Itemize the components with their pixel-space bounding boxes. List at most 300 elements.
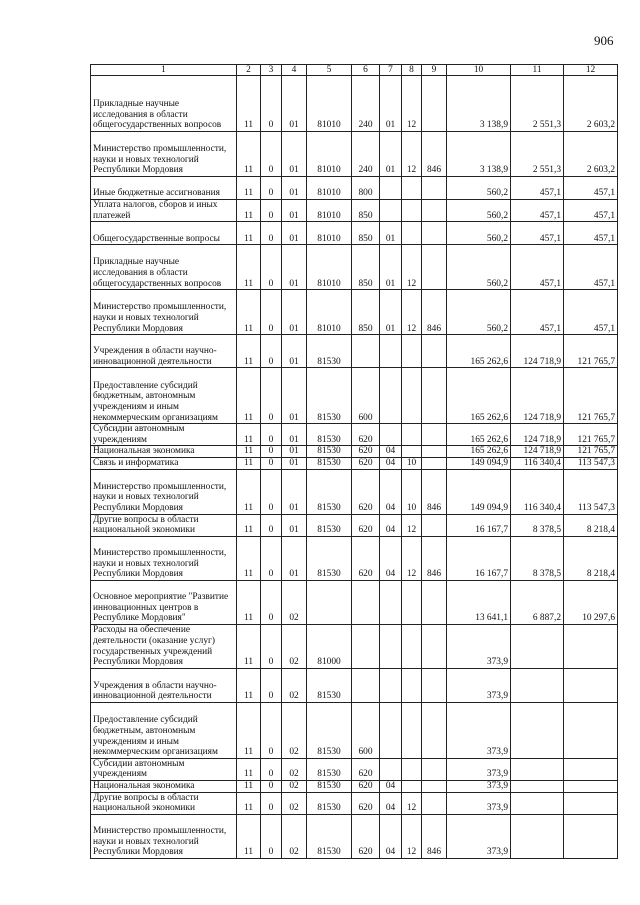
cell-c11: 124 718,9	[511, 424, 564, 446]
table-row	[91, 368, 618, 424]
cell-c4: 01	[282, 457, 307, 469]
cell-c8: 12	[402, 514, 422, 536]
cell-c7: 04	[380, 792, 402, 814]
cell-c9	[422, 76, 447, 132]
cell-c6: 800	[352, 177, 380, 200]
cell-c8	[402, 335, 422, 368]
cell-c2: 11	[237, 290, 261, 335]
column-header: 9	[422, 65, 447, 76]
cell-c6: 620	[352, 814, 380, 858]
cell-c8	[402, 702, 422, 758]
cell-c2: 11	[237, 368, 261, 424]
cell-c12	[564, 624, 618, 668]
cell-c12: 121 765,7	[564, 335, 618, 368]
cell-c6: 620	[352, 424, 380, 446]
cell-c2: 11	[237, 536, 261, 580]
table-row	[91, 814, 618, 858]
cell-c3: 0	[261, 702, 282, 758]
cell-c9	[422, 792, 447, 814]
cell-c10: 16 167,7	[447, 536, 511, 580]
cell-c11	[511, 814, 564, 858]
cell-c7: 04	[380, 780, 402, 792]
cell-c8	[402, 758, 422, 780]
cell-c10: 3 138,9	[447, 132, 511, 177]
cell-c6: 620	[352, 446, 380, 458]
cell-c3: 0	[261, 514, 282, 536]
cell-c6: 620	[352, 457, 380, 469]
cell-c7	[380, 624, 402, 668]
cell-c6: 600	[352, 702, 380, 758]
cell-c4: 01	[282, 76, 307, 132]
cell-c5: 81530	[307, 792, 352, 814]
row-label: Субсидии автономным учреждениям	[91, 758, 237, 780]
cell-c7: 01	[380, 76, 402, 132]
cell-c3: 0	[261, 132, 282, 177]
cell-c10: 560,2	[447, 222, 511, 245]
table-row	[91, 758, 618, 780]
cell-c5: 81010	[307, 245, 352, 290]
cell-c4: 02	[282, 624, 307, 668]
cell-c7: 01	[380, 132, 402, 177]
cell-c6: 620	[352, 469, 380, 514]
cell-c11	[511, 624, 564, 668]
cell-c8	[402, 446, 422, 458]
column-header: 4	[282, 65, 307, 76]
cell-c6	[352, 335, 380, 368]
cell-c4: 01	[282, 290, 307, 335]
cell-c3: 0	[261, 290, 282, 335]
cell-c3: 0	[261, 222, 282, 245]
row-label: Иные бюджетные ассигнования	[91, 177, 237, 200]
table-row	[91, 780, 618, 792]
row-label: Прикладные научные исследования в области общегосударственных вопросов	[91, 76, 237, 132]
cell-c4: 02	[282, 780, 307, 792]
cell-c8: 10	[402, 469, 422, 514]
cell-c5: 81010	[307, 76, 352, 132]
row-label: Национальная экономика	[91, 446, 237, 458]
cell-c8: 12	[402, 792, 422, 814]
cell-c2: 11	[237, 132, 261, 177]
row-label: Предоставление субсидий бюджетным, автономным учреждениям и иным некоммерческим организациям	[91, 368, 237, 424]
table-row	[91, 792, 618, 814]
cell-c12: 457,1	[564, 245, 618, 290]
cell-c9	[422, 446, 447, 458]
row-label: Учреждения в области научно-инновационной деятельности	[91, 335, 237, 368]
header-row	[91, 65, 618, 76]
cell-c3: 0	[261, 335, 282, 368]
cell-c6: 240	[352, 132, 380, 177]
cell-c2: 11	[237, 780, 261, 792]
cell-c12: 457,1	[564, 200, 618, 222]
cell-c3: 0	[261, 424, 282, 446]
row-label: Общегосударственные вопросы	[91, 222, 237, 245]
cell-c7	[380, 177, 402, 200]
cell-c4: 01	[282, 514, 307, 536]
cell-c5	[307, 580, 352, 624]
cell-c9	[422, 245, 447, 290]
cell-c12: 121 765,7	[564, 446, 618, 458]
cell-c3: 0	[261, 668, 282, 702]
cell-c4: 01	[282, 245, 307, 290]
column-header: 10	[447, 65, 511, 76]
cell-c4: 02	[282, 668, 307, 702]
cell-c7: 04	[380, 446, 402, 458]
column-header: 8	[402, 65, 422, 76]
table-row	[91, 446, 618, 458]
cell-c9	[422, 200, 447, 222]
row-label: Другие вопросы в области национальной экономики	[91, 514, 237, 536]
cell-c3: 0	[261, 780, 282, 792]
cell-c12: 8 218,4	[564, 514, 618, 536]
cell-c10: 165 262,6	[447, 424, 511, 446]
cell-c9	[422, 514, 447, 536]
cell-c2: 11	[237, 668, 261, 702]
cell-c2: 11	[237, 222, 261, 245]
cell-c7: 04	[380, 814, 402, 858]
table-row	[91, 580, 618, 624]
row-label: Прикладные научные исследования в области общегосударственных вопросов	[91, 245, 237, 290]
cell-c11: 116 340,4	[511, 469, 564, 514]
cell-c2: 11	[237, 446, 261, 458]
cell-c6	[352, 580, 380, 624]
cell-c8	[402, 780, 422, 792]
cell-c4: 01	[282, 446, 307, 458]
cell-c5: 81530	[307, 668, 352, 702]
table-row	[91, 536, 618, 580]
row-label: Связь и информатика	[91, 457, 237, 469]
table-row	[91, 76, 618, 132]
row-label: Министерство промышленности, науки и новых технологий Республики Мордовия	[91, 290, 237, 335]
cell-c7	[380, 200, 402, 222]
cell-c11: 457,1	[511, 290, 564, 335]
cell-c7	[380, 424, 402, 446]
cell-c4: 02	[282, 702, 307, 758]
cell-c12	[564, 668, 618, 702]
cell-c11: 8 378,5	[511, 514, 564, 536]
cell-c9: 846	[422, 469, 447, 514]
cell-c10: 165 262,6	[447, 368, 511, 424]
cell-c3: 0	[261, 200, 282, 222]
cell-c8	[402, 580, 422, 624]
row-label: Основное мероприятие "Развитие инновационных центров в Республике Мордовия"	[91, 580, 237, 624]
cell-c5: 81530	[307, 814, 352, 858]
table-row	[91, 457, 618, 469]
cell-c11: 2 551,3	[511, 132, 564, 177]
cell-c7: 04	[380, 536, 402, 580]
cell-c4: 02	[282, 814, 307, 858]
cell-c2: 11	[237, 245, 261, 290]
table-row	[91, 132, 618, 177]
cell-c11: 457,1	[511, 200, 564, 222]
cell-c6	[352, 668, 380, 702]
cell-c5: 81530	[307, 469, 352, 514]
cell-c9: 846	[422, 132, 447, 177]
cell-c5: 81530	[307, 446, 352, 458]
cell-c7	[380, 580, 402, 624]
cell-c5: 81010	[307, 177, 352, 200]
cell-c12: 10 297,6	[564, 580, 618, 624]
cell-c3: 0	[261, 245, 282, 290]
row-label: Министерство промышленности, науки и новых технологий Республики Мордовия	[91, 132, 237, 177]
cell-c2: 11	[237, 177, 261, 200]
cell-c9: 846	[422, 814, 447, 858]
cell-c7: 04	[380, 514, 402, 536]
cell-c9	[422, 624, 447, 668]
cell-c2: 11	[237, 469, 261, 514]
cell-c10: 560,2	[447, 290, 511, 335]
cell-c12: 2 603,2	[564, 132, 618, 177]
cell-c8: 10	[402, 457, 422, 469]
cell-c9	[422, 668, 447, 702]
column-header: 5	[307, 65, 352, 76]
cell-c10: 373,9	[447, 814, 511, 858]
cell-c5: 81530	[307, 758, 352, 780]
cell-c4: 01	[282, 335, 307, 368]
cell-c4: 01	[282, 424, 307, 446]
cell-c10: 13 641,1	[447, 580, 511, 624]
cell-c9	[422, 368, 447, 424]
cell-c4: 01	[282, 368, 307, 424]
row-label: Министерство промышленности, науки и новых технологий Республики Мордовия	[91, 469, 237, 514]
cell-c9: 846	[422, 536, 447, 580]
cell-c11: 2 551,3	[511, 76, 564, 132]
cell-c6: 620	[352, 514, 380, 536]
column-header: 1	[91, 65, 237, 76]
cell-c11: 457,1	[511, 222, 564, 245]
cell-c5: 81530	[307, 780, 352, 792]
table-row	[91, 200, 618, 222]
cell-c10: 165 262,6	[447, 446, 511, 458]
cell-c4: 02	[282, 758, 307, 780]
cell-c12	[564, 780, 618, 792]
cell-c3: 0	[261, 624, 282, 668]
column-header: 11	[511, 65, 564, 76]
cell-c6: 850	[352, 200, 380, 222]
cell-c10: 373,9	[447, 668, 511, 702]
table-row	[91, 177, 618, 200]
cell-c3: 0	[261, 469, 282, 514]
cell-c10: 149 094,9	[447, 457, 511, 469]
cell-c11	[511, 780, 564, 792]
cell-c6: 850	[352, 245, 380, 290]
cell-c5: 81010	[307, 200, 352, 222]
cell-c4: 01	[282, 536, 307, 580]
page-number: 906	[594, 33, 614, 48]
cell-c6: 850	[352, 290, 380, 335]
cell-c10: 165 262,6	[447, 335, 511, 368]
cell-c7: 01	[380, 222, 402, 245]
cell-c9	[422, 758, 447, 780]
cell-c9	[422, 780, 447, 792]
row-label: Другие вопросы в области национальной экономики	[91, 792, 237, 814]
cell-c8	[402, 200, 422, 222]
row-label: Предоставление субсидий бюджетным, автономным учреждениям и иным некоммерческим организациям	[91, 702, 237, 758]
cell-c12	[564, 702, 618, 758]
cell-c3: 0	[261, 814, 282, 858]
cell-c7	[380, 335, 402, 368]
cell-c4: 01	[282, 469, 307, 514]
cell-c11: 6 887,2	[511, 580, 564, 624]
cell-c5: 81010	[307, 222, 352, 245]
cell-c8	[402, 177, 422, 200]
cell-c11	[511, 758, 564, 780]
cell-c2: 11	[237, 702, 261, 758]
column-header: 12	[564, 65, 618, 76]
cell-c12: 457,1	[564, 290, 618, 335]
cell-c11: 457,1	[511, 245, 564, 290]
column-header: 7	[380, 65, 402, 76]
cell-c12: 121 765,7	[564, 424, 618, 446]
cell-c2: 11	[237, 758, 261, 780]
cell-c3: 0	[261, 792, 282, 814]
cell-c12: 121 765,7	[564, 368, 618, 424]
cell-c3: 0	[261, 446, 282, 458]
row-label: Министерство промышленности, науки и новых технологий Республики Мордовия	[91, 814, 237, 858]
table-row	[91, 624, 618, 668]
cell-c10: 373,9	[447, 792, 511, 814]
cell-c6: 620	[352, 536, 380, 580]
cell-c10: 3 138,9	[447, 76, 511, 132]
cell-c11: 124 718,9	[511, 368, 564, 424]
cell-c2: 11	[237, 424, 261, 446]
cell-c10: 560,2	[447, 200, 511, 222]
cell-c7: 04	[380, 457, 402, 469]
cell-c10: 373,9	[447, 624, 511, 668]
cell-c12	[564, 792, 618, 814]
cell-c7: 01	[380, 290, 402, 335]
cell-c10: 16 167,7	[447, 514, 511, 536]
cell-c11: 124 718,9	[511, 335, 564, 368]
cell-c11: 8 378,5	[511, 536, 564, 580]
cell-c8: 12	[402, 76, 422, 132]
cell-c9	[422, 177, 447, 200]
cell-c4: 01	[282, 177, 307, 200]
cell-c9	[422, 222, 447, 245]
cell-c6: 240	[352, 76, 380, 132]
cell-c7	[380, 368, 402, 424]
cell-c7	[380, 668, 402, 702]
cell-c8: 12	[402, 536, 422, 580]
cell-c11: 124 718,9	[511, 446, 564, 458]
cell-c3: 0	[261, 76, 282, 132]
table-row	[91, 702, 618, 758]
cell-c5: 81530	[307, 368, 352, 424]
cell-c9: 846	[422, 290, 447, 335]
cell-c9	[422, 702, 447, 758]
cell-c5: 81530	[307, 514, 352, 536]
cell-c8	[402, 668, 422, 702]
cell-c5: 81000	[307, 624, 352, 668]
cell-c12	[564, 758, 618, 780]
table-row	[91, 514, 618, 536]
cell-c7	[380, 758, 402, 780]
cell-c9	[422, 580, 447, 624]
cell-c8	[402, 424, 422, 446]
cell-c7	[380, 702, 402, 758]
cell-c8	[402, 368, 422, 424]
cell-c10: 373,9	[447, 758, 511, 780]
cell-c2: 11	[237, 457, 261, 469]
cell-c6: 850	[352, 222, 380, 245]
column-header: 3	[261, 65, 282, 76]
row-label: Учреждения в области научно-инновационной деятельности	[91, 668, 237, 702]
row-label: Министерство промышленности, науки и новых технологий Республики Мордовия	[91, 536, 237, 580]
cell-c12: 113 547,3	[564, 469, 618, 514]
cell-c4: 02	[282, 580, 307, 624]
cell-c3: 0	[261, 457, 282, 469]
cell-c2: 11	[237, 814, 261, 858]
cell-c3: 0	[261, 536, 282, 580]
table-row	[91, 245, 618, 290]
cell-c4: 01	[282, 200, 307, 222]
row-label: Национальная экономика	[91, 780, 237, 792]
cell-c12: 113 547,3	[564, 457, 618, 469]
row-label: Расходы на обеспечение деятельности (оказание услуг) государственных учреждений Республики Мордовия	[91, 624, 237, 668]
cell-c6: 600	[352, 368, 380, 424]
cell-c9	[422, 335, 447, 368]
cell-c12: 457,1	[564, 222, 618, 245]
cell-c10: 560,2	[447, 177, 511, 200]
budget-table	[90, 64, 618, 859]
cell-c7: 01	[380, 245, 402, 290]
cell-c8: 12	[402, 814, 422, 858]
cell-c2: 11	[237, 624, 261, 668]
cell-c3: 0	[261, 580, 282, 624]
cell-c2: 11	[237, 335, 261, 368]
table-row	[91, 469, 618, 514]
cell-c6: 620	[352, 758, 380, 780]
cell-c12: 2 603,2	[564, 76, 618, 132]
cell-c10: 373,9	[447, 780, 511, 792]
cell-c3: 0	[261, 368, 282, 424]
cell-c2: 11	[237, 580, 261, 624]
cell-c2: 11	[237, 792, 261, 814]
column-header: 6	[352, 65, 380, 76]
cell-c5: 81530	[307, 702, 352, 758]
cell-c12: 457,1	[564, 177, 618, 200]
cell-c9	[422, 457, 447, 469]
column-header: 2	[237, 65, 261, 76]
row-label: Уплата налогов, сборов и иных платежей	[91, 200, 237, 222]
cell-c2: 11	[237, 200, 261, 222]
table-row	[91, 222, 618, 245]
table-row	[91, 290, 618, 335]
cell-c3: 0	[261, 177, 282, 200]
cell-c5: 81530	[307, 536, 352, 580]
cell-c3: 0	[261, 758, 282, 780]
table-row	[91, 335, 618, 368]
cell-c5: 81010	[307, 290, 352, 335]
cell-c11	[511, 792, 564, 814]
cell-c10: 373,9	[447, 702, 511, 758]
cell-c2: 11	[237, 514, 261, 536]
cell-c6: 620	[352, 792, 380, 814]
cell-c8: 12	[402, 132, 422, 177]
cell-c6	[352, 624, 380, 668]
cell-c5: 81530	[307, 457, 352, 469]
cell-c4: 01	[282, 222, 307, 245]
cell-c8	[402, 222, 422, 245]
cell-c11: 457,1	[511, 177, 564, 200]
cell-c5: 81530	[307, 424, 352, 446]
cell-c7: 04	[380, 469, 402, 514]
table-row	[91, 424, 618, 446]
cell-c6: 620	[352, 780, 380, 792]
cell-c12	[564, 814, 618, 858]
table-row	[91, 668, 618, 702]
cell-c4: 02	[282, 792, 307, 814]
cell-c8: 12	[402, 290, 422, 335]
